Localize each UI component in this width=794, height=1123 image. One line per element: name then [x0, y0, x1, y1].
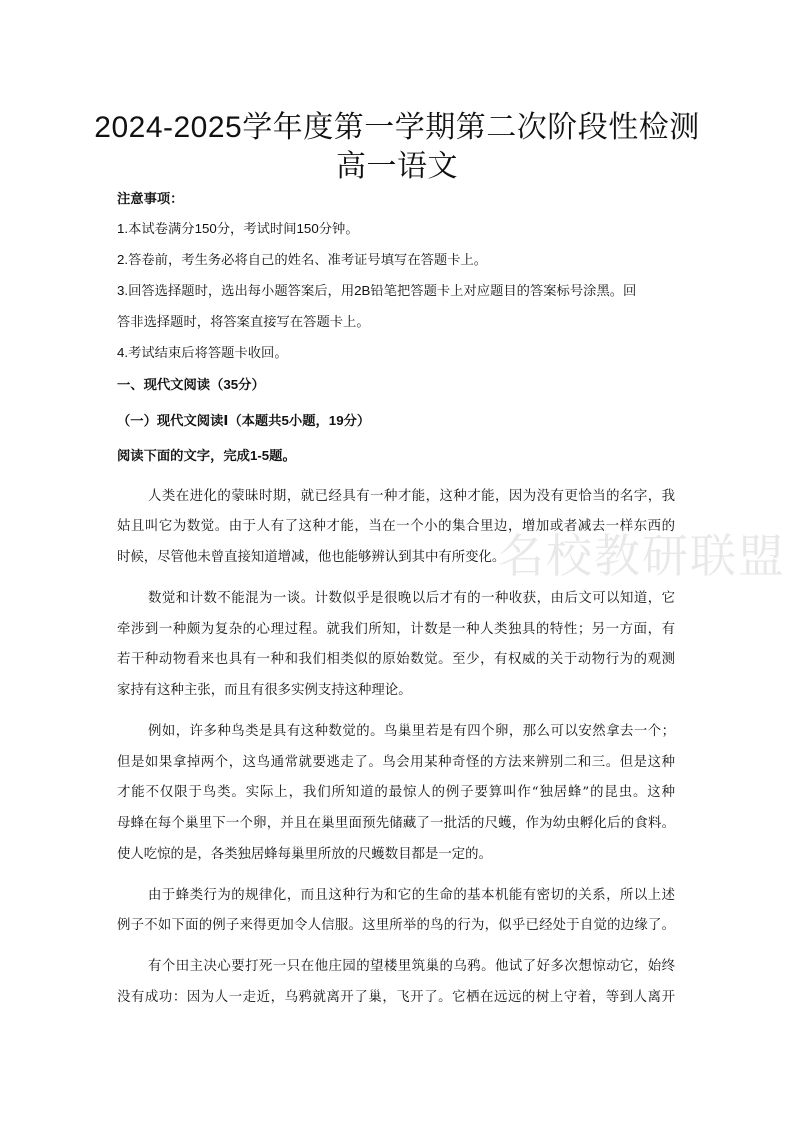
- passage-line: 若干种动物看来也具有一种和我们相类似的原始数觉。至少，有权威的关于动物行为的观测: [117, 652, 675, 667]
- subject-title: 高一语文: [336, 150, 458, 183]
- note-item: 答非选择题时，将答案直接写在答题卡上。: [117, 314, 370, 329]
- passage-line: 才能不仅限于鸟类。实际上，我们所知道的最惊人的例子要算叫作“独居蜂”的昆虫。这种: [117, 785, 675, 800]
- passage-line: 人类在进化的蒙昧时期，就已经具有一种才能，这种才能，因为没有更恰当的名字，我: [148, 489, 675, 504]
- passage-line: 母蜂在每个巢里下一个卵，并且在巢里面预先储藏了一批活的尺蠖，作为幼虫孵化后的食料。: [117, 816, 675, 831]
- notes-heading: 注意事项：: [117, 191, 184, 206]
- passage-line: 但是如果拿掉两个，这鸟通常就要逃走了。鸟会用某种奇怪的方法来辨别二和三。但是这种: [117, 755, 675, 770]
- passage-line: 例子不如下面的例子来得更加令人信服。这里所举的鸟的行为，似乎已经处于自觉的边缘了。: [117, 918, 675, 933]
- subsection-title: （一）现代文阅读Ⅰ（本题共5小题，19分）: [117, 413, 371, 428]
- exam-title: 2024-2025学年度第一学期第二次阶段性检测: [94, 111, 700, 144]
- note-item: 2.答卷前，考生务必将自己的姓名、准考证号填写在答题卡上。: [117, 252, 488, 267]
- passage-line: 没有成功：因为人一走近，乌鸦就离开了巢，飞开了。它栖在远远的树上守着，等到人离开: [117, 990, 675, 1005]
- passage-line: 数觉和计数不能混为一谈。计数似乎是很晚以后才有的一种收获，由后文可以知道，它: [148, 591, 675, 606]
- note-item: 3.回答选择题时，选出每小题答案后，用2B铅笔把答题卡上对应题目的答案标号涂黑。回: [117, 283, 637, 298]
- note-item: 4.考试结束后将答题卡收回。: [117, 345, 288, 360]
- reading-instruction: 阅读下面的文字，完成1-5题。: [117, 448, 296, 463]
- passage-line: 有个田主决心要打死一只在他庄园的望楼里筑巢的乌鸦。他试了好多次想惊动它，始终: [148, 959, 675, 974]
- passage-line: 时候，尽管他未曾直接知道增减，他也能够辨认到其中有所变化。: [117, 550, 506, 565]
- passage-line: 由于蜂类行为的规律化，而且这种行为和它的生命的基本机能有密切的关系，所以上述: [148, 888, 675, 903]
- passage-line: 例如，许多种鸟类是具有这种数觉的。鸟巢里若是有四个卵，那么可以安然拿去一个；: [148, 724, 675, 739]
- passage-line: 家持有这种主张，而且有很多实例支持这种理论。: [117, 683, 412, 698]
- section-title: 一、现代文阅读（35分）: [117, 377, 265, 392]
- note-item: 1.本试卷满分150分，考试时间150分钟。: [117, 221, 359, 236]
- passage-line: 使人吃惊的是，各类独居蜂每巢里所放的尺蠖数目都是一定的。: [117, 847, 492, 862]
- watermark: 名校教研联盟: [498, 529, 786, 583]
- passage-line: 牵涉到一种颇为复杂的心理过程。就我们所知，计数是一种人类独具的特性；另一方面，有: [117, 622, 675, 637]
- passage-line: 姑且叫它为数觉。由于人有了这种才能，当在一个小的集合里边，增加或者减去一样东西的: [117, 519, 675, 534]
